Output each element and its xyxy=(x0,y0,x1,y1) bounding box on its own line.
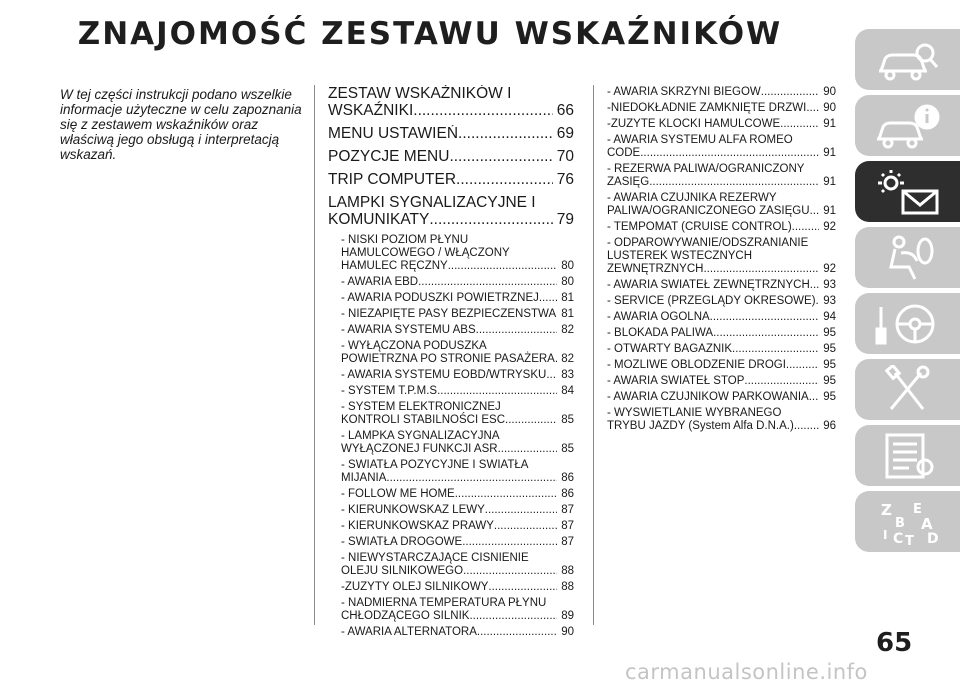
toc-entry-page: 93 xyxy=(823,279,836,291)
toc-entry-page: 86 xyxy=(561,472,574,484)
toc-entry-title: - AWARIA CZUJNIKÓW PARKOWANIA ..... xyxy=(607,391,819,404)
toc-entry-title: POZYCJE MENU ..... xyxy=(328,148,553,165)
toc-entry-page: 83 xyxy=(561,369,574,381)
toc-entry-page: 80 xyxy=(561,260,574,272)
toc-column-middle xyxy=(328,85,574,642)
toc-entry-title: - AWARIA ALTERNATORA ..... xyxy=(341,626,557,639)
toc-entry[interactable] xyxy=(607,359,836,372)
chapter-tabs xyxy=(855,29,960,557)
toc-entry-title: - AWARIA EBD ..... xyxy=(341,276,557,289)
toc-entry-page: 66 xyxy=(556,102,574,119)
toc-entry-title: - AWARIA ŚWIATEŁ STOP ..... xyxy=(607,375,819,388)
toc-entry[interactable] xyxy=(328,488,574,501)
toc-entry[interactable] xyxy=(328,125,574,142)
toc-entry-title: - AWARIA SYSTEMU EOBD/WTRYSKU ..... xyxy=(341,369,557,382)
svg-text:C: C xyxy=(892,530,903,547)
toc-entry-title: - AWARIA ŚWIATEŁ ZEWNĘTRZNYCH ..... xyxy=(607,279,819,292)
tab-emergency[interactable] xyxy=(855,359,960,420)
toc-entry-page: 87 xyxy=(561,504,574,516)
svg-text:A: A xyxy=(920,514,933,533)
toc-entry-title: - NIEWYSTARCZAJĄCE CIŚNIENIE OLEJU SILNIKOWEGO ..... xyxy=(341,552,557,578)
toc-entry-title: - ŚWIATŁA POZYCYJNE I ŚWIATŁA MIJANIA ..... xyxy=(341,459,557,485)
toc-entry-page: 91 xyxy=(823,176,836,188)
toc-entry[interactable] xyxy=(607,221,836,234)
toc-entry-title: - OTWARTY BAGAŻNIK ..... xyxy=(607,343,819,356)
toc-entry-title: - BLOKADA PALIWA ..... xyxy=(607,327,819,340)
toc-entry-title: - KIERUNKOWSKAZ LEWY ..... xyxy=(341,504,557,517)
toc-entry-title: - WYŚWIETLANIE WYBRANEGO TRYBU JAZDY (System Alfa D.N.A.) ..... xyxy=(607,407,819,433)
svg-text:B: B xyxy=(894,515,905,531)
svg-text:T: T xyxy=(904,533,914,547)
toc-entry[interactable] xyxy=(328,324,574,337)
toc-entry-page: 91 xyxy=(823,147,836,159)
tab-starting-driving[interactable] xyxy=(855,293,960,354)
tab-safety[interactable] xyxy=(855,227,960,288)
toc-entry[interactable] xyxy=(328,597,574,623)
toc-entry-page: 76 xyxy=(556,171,574,188)
toc-entry-title: - KIERUNKOWSKAZ PRAWY ..... xyxy=(341,520,557,533)
toc-entry-title: - NADMIERNA TEMPERATURA PŁYNU CHŁODZĄCEGO SILNIK ..... xyxy=(341,597,557,623)
toc-entry-page: 95 xyxy=(823,391,836,403)
toc-entry-page: 90 xyxy=(823,86,836,98)
toc-entry-title: TRIP COMPUTER ..... xyxy=(328,171,553,188)
toc-entry-title: - AWARIA PODUSZKI POWIETRZNEJ ..... xyxy=(341,292,557,305)
toc-entry[interactable] xyxy=(328,536,574,549)
toc-entry-title: - TEMPOMAT (CRUISE CONTROL) ..... xyxy=(607,221,819,234)
airbag-seat-icon xyxy=(873,233,943,283)
toc-entry-title: - SYSTEM ELEKTRONICZNEJ KONTROLI STABILNOŚCI ESC ..... xyxy=(341,401,557,427)
toc-entry[interactable] xyxy=(328,276,574,289)
toc-entry-page: 90 xyxy=(823,102,836,114)
tab-car-inspection[interactable] xyxy=(855,29,960,90)
svg-text:E: E xyxy=(912,501,922,517)
toc-entry-title: ZESTAW WSKAŹNIKÓW I WSKAŹNIKI ..... xyxy=(328,85,553,119)
toc-entry[interactable] xyxy=(328,385,574,398)
toc-entry-page: 91 xyxy=(823,205,836,217)
toc-entry[interactable] xyxy=(607,327,836,340)
toc-entry-title: - AWARIA OGÓLNA ..... xyxy=(607,311,819,324)
toc-entry-page: 95 xyxy=(823,327,836,339)
toc-entry[interactable] xyxy=(607,375,836,388)
toc-entry[interactable] xyxy=(328,369,574,382)
alphabet-index-icon xyxy=(873,497,943,547)
page-number: 65 xyxy=(876,628,913,658)
toc-entry-title: LAMPKI SYGNALIZACYJNE I KOMUNIKATY ..... xyxy=(328,194,553,228)
toc-entry-page: 80 xyxy=(561,276,574,288)
toc-entry[interactable] xyxy=(328,430,574,456)
toc-entry-title: - ŚWIATŁA DROGOWE ..... xyxy=(341,536,557,549)
toc-entry-page: 93 xyxy=(823,295,836,307)
column-divider-right xyxy=(593,85,594,625)
toc-entry[interactable] xyxy=(607,295,836,308)
toc-entry[interactable] xyxy=(328,308,574,321)
toc-entry-title: - AWARIA SYSTEMU ALFA ROMEO CODE ..... xyxy=(607,134,819,160)
toc-entry[interactable] xyxy=(607,102,836,115)
toc-entry[interactable] xyxy=(328,401,574,427)
intro-paragraph: W tej części instrukcji podano wszelkie informacje użyteczne w celu zapoznania się z zestawem wskaźników oraz właściwą jego obsługą i interpretacją wskazań. xyxy=(60,87,302,162)
toc-entry-page: 88 xyxy=(561,581,574,593)
toc-entry-page: 95 xyxy=(823,359,836,371)
tab-car-info[interactable] xyxy=(855,95,960,156)
data-list-icon xyxy=(873,431,943,481)
watermark: carmanualsonline.info xyxy=(625,660,868,684)
toc-entry-title: - AWARIA SYSTEMU ABS ..... xyxy=(341,324,557,337)
toc-entry[interactable] xyxy=(607,86,836,99)
svg-text:I: I xyxy=(882,527,887,542)
toc-entry-page: 87 xyxy=(561,520,574,532)
toc-entry-title: -ZUŻYTY OLEJ SILNIKOWY ..... xyxy=(341,581,557,594)
toc-entry-title: - AWARIA CZUJNIKA REZERWY PALIWA/OGRANICZONEGO ZASIĘGU ..... xyxy=(607,192,819,218)
toc-entry-title: - SYSTEM T.P.M.S. ..... xyxy=(341,385,557,398)
column-divider-left xyxy=(314,85,315,625)
toc-entry[interactable] xyxy=(607,311,836,324)
toc-column-right xyxy=(607,86,836,436)
toc-entry-page: 81 xyxy=(561,292,574,304)
tab-warning-lights-messages[interactable] xyxy=(855,161,960,222)
toc-entry[interactable] xyxy=(328,194,574,228)
toc-entry[interactable] xyxy=(328,581,574,594)
warning-light-message-icon xyxy=(873,167,943,217)
toc-entry[interactable] xyxy=(607,163,836,189)
toc-entry-page: 92 xyxy=(823,221,836,233)
toc-entry-page: 85 xyxy=(561,443,574,455)
toc-entry[interactable] xyxy=(328,148,574,165)
toc-entry-title: - MOŻLIWE OBLODZENIE DROGI ..... xyxy=(607,359,819,372)
toc-entry[interactable] xyxy=(328,234,574,273)
toc-entry[interactable] xyxy=(328,292,574,305)
toc-entry[interactable] xyxy=(607,391,836,404)
toc-entry-title: - NIEZAPIĘTE PASY BEZPIECZEŃSTWA ..... xyxy=(341,308,557,321)
car-inspection-icon xyxy=(873,35,943,85)
toc-entry[interactable] xyxy=(328,520,574,533)
toc-entry-page: 70 xyxy=(556,148,574,165)
toc-entry[interactable] xyxy=(607,134,836,160)
toc-entry-page: 88 xyxy=(561,565,574,577)
toc-entry-page: 79 xyxy=(556,211,574,228)
tab-technical-data[interactable] xyxy=(855,425,960,486)
toc-entry[interactable] xyxy=(328,85,574,119)
toc-entry-page: 94 xyxy=(823,311,836,323)
toc-entry-title: - NISKI POZIOM PŁYNU HAMULCOWEGO / WŁĄCZONY HAMULEC RĘCZNY ..... xyxy=(341,234,557,273)
toc-entry[interactable] xyxy=(328,340,574,366)
toc-entry-title: -ZUŻYTE KLOCKI HAMULCOWE ..... xyxy=(607,118,819,131)
toc-entry[interactable] xyxy=(328,504,574,517)
toc-entry[interactable] xyxy=(607,279,836,292)
toc-entry-page: 84 xyxy=(561,385,574,397)
wrench-screwdriver-icon xyxy=(873,365,943,415)
toc-entry[interactable] xyxy=(328,626,574,639)
toc-entry-title: MENU USTAWIEŃ ..... xyxy=(328,125,553,142)
toc-entry[interactable] xyxy=(328,552,574,578)
toc-entry-page: 86 xyxy=(561,488,574,500)
page-title: ZNAJOMOŚĆ ZESTAWU WSKAŹNIKÓW xyxy=(77,16,783,52)
toc-entry-page: 91 xyxy=(823,118,836,130)
toc-entry-title: - FOLLOW ME HOME ..... xyxy=(341,488,557,501)
toc-entry-title: - AWARIA SKRZYNI BIEGÓW ..... xyxy=(607,86,819,99)
toc-entry-page: 96 xyxy=(823,420,836,432)
toc-entry[interactable] xyxy=(607,118,836,131)
toc-entry-title: - WYŁĄCZONA PODUSZKA POWIETRZNA PO STRONIE PASAŻERA ..... xyxy=(341,340,557,366)
toc-entry-page: 85 xyxy=(561,414,574,426)
toc-entry-title: - LAMPKA SYGNALIZACYJNA WYŁĄCZONEJ FUNKCJI ASR ..... xyxy=(341,430,557,456)
toc-entry-title: - REZERWA PALIWA/OGRANICZONY ZASIĘG ..... xyxy=(607,163,819,189)
toc-entry-page: 81 xyxy=(561,308,574,320)
steering-wheel-tools-icon xyxy=(873,299,943,349)
toc-entry[interactable] xyxy=(607,192,836,218)
toc-entry[interactable] xyxy=(607,237,836,276)
toc-entry-page: 82 xyxy=(561,353,574,365)
toc-entry-page: 87 xyxy=(561,536,574,548)
tab-index[interactable] xyxy=(855,491,960,552)
toc-entry-page: 89 xyxy=(561,610,574,622)
toc-entry-page: 95 xyxy=(823,343,836,355)
toc-entry[interactable] xyxy=(328,171,574,188)
toc-entry[interactable] xyxy=(328,459,574,485)
car-info-icon xyxy=(873,101,943,151)
toc-entry-title: -NIEDOKŁADNIE ZAMKNIĘTE DRZWI ..... xyxy=(607,102,819,115)
toc-entry-page: 95 xyxy=(823,375,836,387)
toc-entry-page: 92 xyxy=(823,263,836,275)
svg-text:D: D xyxy=(926,530,939,547)
toc-entry-title: - SERVICE (PRZEGLĄDY OKRESOWE) ..... xyxy=(607,295,819,308)
toc-entry-title: - ODPAROWYWANIE/ODSZRANIANIE LUSTEREK WSTECZNYCH ZEWNĘTRZNYCH ..... xyxy=(607,237,819,276)
toc-entry[interactable] xyxy=(607,343,836,356)
toc-entry-page: 82 xyxy=(561,324,574,336)
toc-entry[interactable] xyxy=(607,407,836,433)
svg-text:Z: Z xyxy=(880,500,892,519)
toc-entry-page: 69 xyxy=(556,125,574,142)
toc-entry-page: 90 xyxy=(561,626,574,638)
